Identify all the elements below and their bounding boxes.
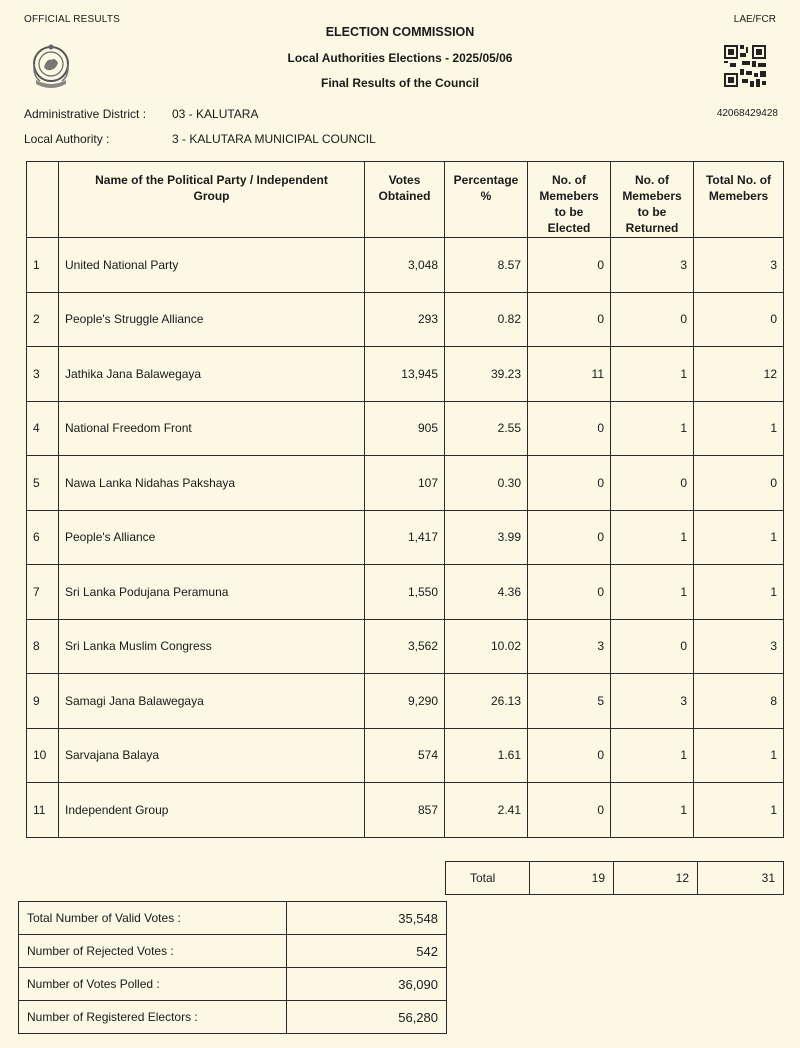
valid-votes-label: Total Number of Valid Votes : [19,902,287,935]
members-returned: 3 [611,238,694,293]
votes-obtained: 293 [365,292,445,347]
registered-electors-label: Number of Registered Electors : [19,1001,287,1034]
members-elected: 0 [528,292,611,347]
vote-percentage: 39.23 [445,347,528,402]
members-returned: 1 [611,728,694,783]
totals-row [446,862,784,895]
votes-obtained: 9,290 [365,674,445,729]
vote-percentage: 10.02 [445,619,528,674]
table-row [27,292,784,347]
votes-polled-label: Number of Votes Polled : [19,968,287,1001]
row-number: 3 [27,347,59,402]
votes-obtained: 13,945 [365,347,445,402]
sri-lanka-emblem-icon [30,40,72,92]
summary-row [19,968,447,1001]
rejected-votes-value: 542 [287,935,447,968]
members-elected: 11 [528,347,611,402]
table-row [27,565,784,620]
members-elected: 0 [528,783,611,838]
votes-obtained: 3,048 [365,238,445,293]
table-row [27,728,784,783]
vote-summary-table [18,901,447,1034]
party-name: People's Struggle Alliance [59,292,365,347]
rejected-votes-label: Number of Rejected Votes : [19,935,287,968]
totals-label: Total [446,862,530,895]
members-total: 8 [694,674,784,729]
table-row [27,456,784,511]
members-returned: 0 [611,292,694,347]
members-elected: 0 [528,456,611,511]
table-row [27,783,784,838]
party-name: United National Party [59,238,365,293]
row-number: 2 [27,292,59,347]
table-row [27,510,784,565]
members-total: 1 [694,401,784,456]
votes-obtained: 574 [365,728,445,783]
party-name: Samagi Jana Balawegaya [59,674,365,729]
vote-percentage: 0.82 [445,292,528,347]
col-header-percentage: Percentage % [445,162,528,238]
row-number: 4 [27,401,59,456]
members-returned: 1 [611,347,694,402]
members-elected: 0 [528,728,611,783]
col-header-party: Name of the Political Party / Independent Group [59,162,365,238]
authority-value: 3 - KALUTARA MUNICIPAL COUNCIL [172,132,376,146]
col-header-votes: Votes Obtained [365,162,445,238]
party-name: People's Alliance [59,510,365,565]
members-returned: 0 [611,619,694,674]
votes-obtained: 107 [365,456,445,511]
row-number: 10 [27,728,59,783]
members-elected: 0 [528,565,611,620]
row-number: 8 [27,619,59,674]
authority-label: Local Authority : [24,132,110,146]
results-table [26,161,784,838]
members-total: 3 [694,619,784,674]
members-total: 3 [694,238,784,293]
summary-row [19,935,447,968]
col-header-returned: No. of Memebers to be Returned [611,162,694,238]
members-total: 0 [694,456,784,511]
row-number: 5 [27,456,59,511]
vote-percentage: 2.55 [445,401,528,456]
votes-obtained: 857 [365,783,445,838]
district-label: Administrative District : [24,107,147,121]
vote-percentage: 1.61 [445,728,528,783]
members-total: 12 [694,347,784,402]
table-row [27,401,784,456]
row-number: 11 [27,783,59,838]
results-subtitle: Final Results of the Council [320,76,479,90]
members-elected: 0 [528,510,611,565]
table-row [27,238,784,293]
document-number: 42068429428 [716,108,778,119]
members-total: 1 [694,510,784,565]
members-elected: 0 [528,238,611,293]
valid-votes-value: 35,548 [287,902,447,935]
vote-percentage: 26.13 [445,674,528,729]
members-returned: 1 [611,401,694,456]
table-row [27,347,784,402]
vote-percentage: 2.41 [445,783,528,838]
votes-polled-value: 36,090 [287,968,447,1001]
totals-returned: 12 [614,862,698,895]
members-elected: 0 [528,401,611,456]
members-returned: 1 [611,510,694,565]
summary-row [19,902,447,935]
members-elected: 5 [528,674,611,729]
registered-electors-value: 56,280 [287,1001,447,1034]
votes-obtained: 905 [365,401,445,456]
qr-code-icon [724,45,766,87]
table-row [27,619,784,674]
vote-percentage: 4.36 [445,565,528,620]
row-number: 1 [27,238,59,293]
district-value: 03 - KALUTARA [172,107,259,121]
table-row [27,674,784,729]
party-name: Sri Lanka Podujana Peramuna [59,565,365,620]
col-header-total: Total No. of Memebers [694,162,784,238]
totals-table [445,861,784,895]
col-header-no [27,162,59,238]
row-number: 7 [27,565,59,620]
party-name: Independent Group [59,783,365,838]
party-name: Sri Lanka Muslim Congress [59,619,365,674]
party-name: National Freedom Front [59,401,365,456]
members-returned: 3 [611,674,694,729]
members-returned: 1 [611,783,694,838]
vote-percentage: 8.57 [445,238,528,293]
party-name: Nawa Lanka Nidahas Pakshaya [59,456,365,511]
members-returned: 0 [611,456,694,511]
members-total: 0 [694,292,784,347]
members-elected: 3 [528,619,611,674]
col-header-elected: No. of Memebers to be Elected [528,162,611,238]
vote-percentage: 0.30 [445,456,528,511]
row-number: 6 [27,510,59,565]
party-name: Jathika Jana Balawegaya [59,347,365,402]
official-results-tag: OFFICIAL RESULTS [24,14,120,25]
summary-row [19,1001,447,1034]
vote-percentage: 3.99 [445,510,528,565]
party-name: Sarvajana Balaya [59,728,365,783]
votes-obtained: 1,417 [365,510,445,565]
members-total: 1 [694,565,784,620]
results-header-row [27,162,784,238]
row-number: 9 [27,674,59,729]
members-total: 1 [694,783,784,838]
votes-obtained: 3,562 [365,619,445,674]
form-code: LAE/FCR [733,14,776,25]
commission-title: ELECTION COMMISSION [325,25,475,39]
members-returned: 1 [611,565,694,620]
totals-members: 31 [698,862,784,895]
totals-elected: 19 [530,862,614,895]
votes-obtained: 1,550 [365,565,445,620]
members-total: 1 [694,728,784,783]
election-title: Local Authorities Elections - 2025/05/06 [287,51,513,65]
